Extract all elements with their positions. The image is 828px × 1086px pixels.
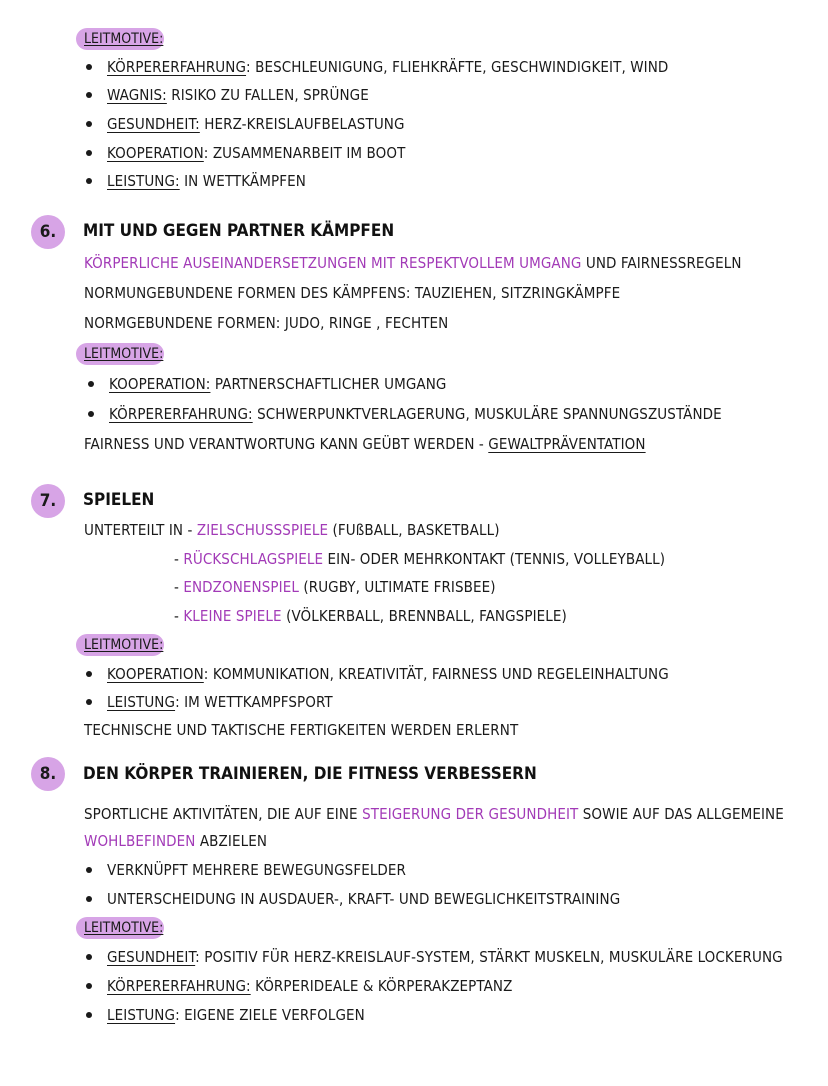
list-item: VERKNÜPFT MEHRERE BEWEGUNGSFELDER bbox=[107, 861, 407, 879]
subtype-line: UNTERTEILT IN - ZIELSCHUSSSPIELE (FUßBALL, BASKETBALL) bbox=[84, 521, 500, 539]
leitmotive-tag: LEITMOTIVE: bbox=[76, 634, 164, 656]
paragraph-line: NORMUNGEBUNDENE FORMEN DES KÄMPFENS: TAUZIEHEN, SITZRINGKÄMPFE bbox=[84, 284, 621, 302]
list-item: LEISTUNG: IN WETTKÄMPFEN bbox=[107, 172, 306, 190]
bullet bbox=[88, 411, 94, 417]
list-item: KOOPERATION: PARTNERSCHAFTLICHER UMGANG bbox=[109, 375, 447, 393]
subtype-line: - ENDZONENSPIEL (RUGBY, ULTIMATE FRISBEE) bbox=[174, 578, 496, 596]
list-item: KÖRPERERFAHRUNG: BESCHLEUNIGUNG, FLIEHKRÄFTE, GESCHWINDIGKEIT, WIND bbox=[107, 58, 669, 76]
bullet bbox=[86, 671, 92, 677]
list-item: UNTERSCHEIDUNG IN AUSDAUER-, KRAFT- UND BEWEGLICHKEITSTRAINING bbox=[107, 890, 621, 908]
bullet bbox=[86, 178, 92, 184]
leitmotive-tag: LEITMOTIVE: bbox=[76, 917, 164, 939]
list-item: KÖRPERERFAHRUNG: SCHWERPUNKTVERLAGERUNG, MUSKULÄRE SPANNUNGSZUSTÄNDE bbox=[109, 405, 722, 423]
list-item: LEISTUNG: IM WETTKAMPFSPORT bbox=[107, 693, 333, 711]
subtype-line: - RÜCKSCHLAGSPIELE EIN- ODER MEHRKONTAKT (TENNIS, VOLLEYBALL) bbox=[174, 550, 666, 568]
paragraph-line: SPORTLICHE AKTIVITÄTEN, DIE AUF EINE STEIGERUNG DER GESUNDHEIT SOWIE AUF DAS ALLGEMEINE bbox=[84, 805, 784, 823]
list-item: LEISTUNG: EIGENE ZIELE VERFOLGEN bbox=[107, 1006, 365, 1024]
bullet bbox=[86, 150, 92, 156]
bullet bbox=[86, 867, 92, 873]
bullet bbox=[86, 92, 92, 98]
paragraph-line: TECHNISCHE UND TAKTISCHE FERTIGKEITEN WERDEN ERLERNT bbox=[84, 721, 519, 739]
bullet bbox=[86, 121, 92, 127]
subtype-line: - KLEINE SPIELE (VÖLKERBALL, BRENNBALL, FANGSPIELE) bbox=[174, 607, 567, 625]
leitmotive-tag: LEITMOTIVE: bbox=[76, 343, 164, 365]
section-number-badge: 7. bbox=[31, 484, 65, 518]
paragraph-line: FAIRNESS UND VERANTWORTUNG KANN GEÜBT WERDEN - GEWALTPRÄVENTATION bbox=[84, 435, 646, 453]
list-item: KÖRPERERFAHRUNG: KÖRPERIDEALE & KÖRPERAKZEPTANZ bbox=[107, 977, 513, 995]
paragraph-line: WOHLBEFINDEN ABZIELEN bbox=[84, 832, 268, 850]
bullet bbox=[86, 64, 92, 70]
bullet bbox=[86, 983, 92, 989]
bullet bbox=[86, 1012, 92, 1018]
bullet bbox=[86, 896, 92, 902]
section-number-badge: 6. bbox=[31, 215, 65, 249]
paragraph-line: NORMGEBUNDENE FORMEN: JUDO, RINGE , FECHTEN bbox=[84, 314, 449, 332]
section-title: MIT UND GEGEN PARTNER KÄMPFEN bbox=[83, 221, 395, 241]
list-item: GESUNDHEIT: HERZ-KREISLAUFBELASTUNG bbox=[107, 115, 405, 133]
list-item: KOOPERATION: KOMMUNIKATION, KREATIVITÄT, FAIRNESS UND REGELEINHALTUNG bbox=[107, 665, 669, 683]
section-title: SPIELEN bbox=[83, 490, 155, 510]
list-item: WAGNIS: RISIKO ZU FALLEN, SPRÜNGE bbox=[107, 86, 369, 104]
list-item: GESUNDHEIT: POSITIV FÜR HERZ-KREISLAUF-SYSTEM, STÄRKT MUSKELN, MUSKULÄRE LOCKERUNG bbox=[107, 948, 783, 966]
paragraph-line: KÖRPERLICHE AUSEINANDERSETZUNGEN MIT RESPEKTVOLLEM UMGANG UND FAIRNESSREGELN bbox=[84, 254, 742, 272]
bullet bbox=[86, 699, 92, 705]
leitmotive-tag: LEITMOTIVE: bbox=[76, 28, 164, 50]
bullet bbox=[86, 954, 92, 960]
section-title: DEN KÖRPER TRAINIEREN, DIE FITNESS VERBESSERN bbox=[83, 764, 537, 784]
bullet bbox=[88, 381, 94, 387]
section-number-badge: 8. bbox=[31, 757, 65, 791]
list-item: KOOPERATION: ZUSAMMENARBEIT IM BOOT bbox=[107, 144, 406, 162]
